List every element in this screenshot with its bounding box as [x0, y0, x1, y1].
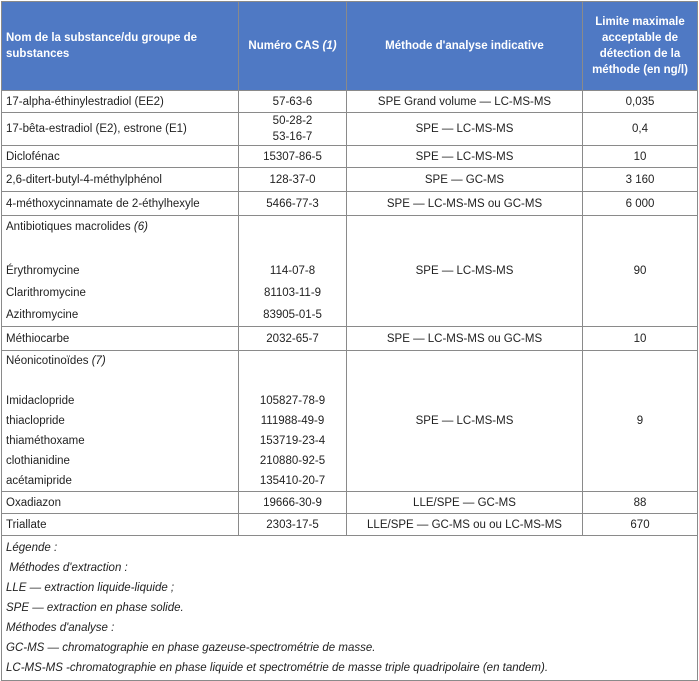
substance-group: Néonicotinoïdes (7) Imidaclopride thiaclopride thiaméthoxame clothianidine acétamipride [2, 351, 239, 492]
substance-name: 17-bêta-estradiol (E2), estrone (E1) [2, 113, 239, 146]
cas-number: 114-07-8 81103-11-9 83905-01-5 [239, 216, 347, 327]
analysis-method: SPE — GC-MS [347, 168, 583, 192]
header-cas-note: (1) [322, 40, 337, 52]
cas-number: 15307-86-5 [239, 146, 347, 168]
legend-row [2, 536, 698, 681]
substance-name: Diclofénac [2, 146, 239, 168]
legend-analysis-heading: Méthodes d'analyse : [6, 622, 115, 634]
substances-table [1, 1, 698, 681]
detection-limit: 3 160 [583, 168, 698, 192]
table-row [2, 216, 698, 327]
table-row [2, 327, 698, 351]
analysis-method: LLE/SPE — GC-MS ou ou LC-MS-MS [347, 514, 583, 536]
detection-limit: 10 [583, 327, 698, 351]
table-row [2, 192, 698, 216]
table-row [2, 492, 698, 514]
analysis-method: SPE — LC-MS-MS ou GC-MS [347, 327, 583, 351]
substance-name: 4-méthoxycinnamate de 2-éthylhexyle [2, 192, 239, 216]
legend-title: Légende : [6, 542, 58, 554]
analysis-method: SPE — LC-MS-MS [347, 146, 583, 168]
cas-number: 19666-30-9 [239, 492, 347, 514]
header-substance: Nom de la substance/du groupe de substances [2, 2, 239, 91]
table-row [2, 113, 698, 146]
analysis-method: SPE — LC-MS-MS ou GC-MS [347, 192, 583, 216]
cas-number: 5466-77-3 [239, 192, 347, 216]
detection-limit: 0,4 [583, 113, 698, 146]
substance-name: Méthiocarbe [2, 327, 239, 351]
cas-number: 50-28-2 53-16-7 [239, 113, 347, 146]
detection-limit: 9 [583, 351, 698, 492]
table-row [2, 91, 698, 113]
table-row [2, 168, 698, 192]
header-cas: Numéro CAS (1) [239, 2, 347, 91]
cas-number: 2303-17-5 [239, 514, 347, 536]
detection-limit: 88 [583, 492, 698, 514]
analysis-method: LLE/SPE — GC-MS [347, 492, 583, 514]
table-header-row [2, 2, 698, 91]
header-limit: Limite maximale acceptable de détection de la méthode (en ng/l) [583, 2, 698, 91]
cas-number: 2032-65-7 [239, 327, 347, 351]
detection-limit: 90 [583, 216, 698, 327]
substance-name: 2,6-ditert-butyl-4-méthylphénol [2, 168, 239, 192]
legend-lle: LLE — extraction liquide-liquide ; [6, 582, 175, 594]
analysis-method: SPE — LC-MS-MS [347, 216, 583, 327]
header-method: Méthode d'analyse indicative [347, 2, 583, 91]
cas-number: 57-63-6 [239, 91, 347, 113]
analysis-method: SPE — LC-MS-MS [347, 351, 583, 492]
analysis-method: SPE — LC-MS-MS [347, 113, 583, 146]
substance-name: 17-alpha-éthinylestradiol (EE2) [2, 91, 239, 113]
detection-limit: 670 [583, 514, 698, 536]
substance-name: Oxadiazon [2, 492, 239, 514]
legend-gcms: GC-MS — chromatographie en phase gazeuse-spectrométrie de masse. [6, 642, 376, 654]
detection-limit: 0,035 [583, 91, 698, 113]
legend-lcmsms: LC-MS-MS -chromatographie en phase liquide et spectrométrie de masse triple quadripolaire (en tandem). [6, 662, 549, 674]
legend-extraction-heading: Méthodes d'extraction : [6, 562, 128, 574]
cas-number: 128-37-0 [239, 168, 347, 192]
cas-number: 105827-78-9 111988-49-9 153719-23-4 210880-92-5 135410-20-7 [239, 351, 347, 492]
legend [2, 536, 698, 681]
table-row [2, 351, 698, 492]
table-row [2, 514, 698, 536]
analysis-method: SPE Grand volume — LC-MS-MS [347, 91, 583, 113]
substance-group: Antibiotiques macrolides (6) Érythromycine Clarithromycine Azithromycine [2, 216, 239, 327]
substance-name: Triallate [2, 514, 239, 536]
table-row [2, 146, 698, 168]
legend-spe: SPE — extraction en phase solide. [6, 602, 184, 614]
detection-limit: 10 [583, 146, 698, 168]
detection-limit: 6 000 [583, 192, 698, 216]
